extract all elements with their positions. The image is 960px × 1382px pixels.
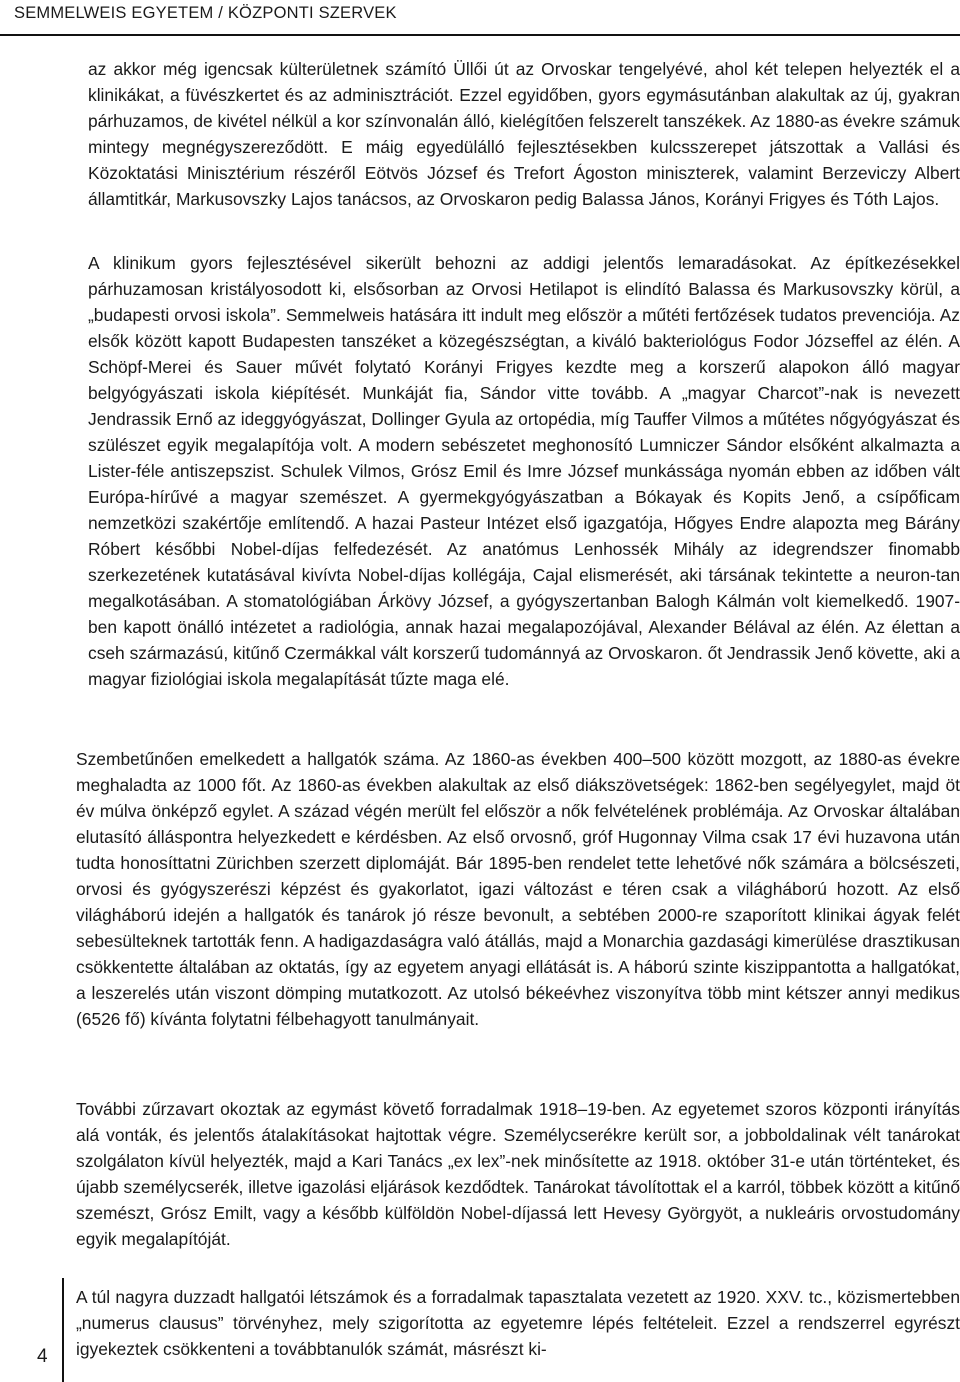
paragraph-klinikum: A klinikum gyors fejlesztésével sikerült behozni az addigi jelentős lemaradásokat. Az építkezésekkel párhuzamosan kristályosodott ki, elsősorban az Orvosi Hetilapot is elindító Balassa és Markusovszky körül, a „budapesti orvosi iskola”. Semmelweis hatására itt indult meg először a műtéti fertőzések tudatos prevenciója. Az elsők között kapott Budapesten tanszéket a közegészségtan, a kiváló bakteriológus Fodor Józseffel az élén. A Schöpf-Merei és Sauer művét folytató Korányi Frigyes kezdte meg a korszerű alapokon álló magyar belgyógyászati iskola kiépítését. Munkáját fia, Sándor vitte tovább. A „magyar Charcot”-nak is nevezett Jendrassik Ernő az ideggyógyászat, Dollinger Gyula az ortopédia, míg Tauffer Vilmos a műtétes nőgyógyászat és szülészet egyik megalapítója volt. A modern sebészetet meghonosító Lumniczer Sándor elsőként alkalmazta a Lister-féle antiszepszist. Schulek Vilmos, Grósz Emil és Imre József munkássága nyomán ebben az időben vált Európa-hírűvé a magyar szemészet. A gyermekgyógyászatban a Bókayak és Kopits Jenő, a csípőficam nemzetközi szakértője említendő. A hazai Pasteur Intézet első igazgatója, Hőgyes Endre alapozta meg Bárány Róbert későbbi Nobel-díjas felfedezését. Az anatómus Lenhossék Mihály az idegrendszer finomabb szerkezetének kutatásával kivívta Nobel-díjas kollégája, Cajal elismerését, aki társának tekintette a neuron-tan megalkotásában. A stomatológiában Árkövy József, a gyógyszertanban Balogh Kálmán volt kiemelkedő. 1907-ben kapott önálló intézetet a radiológia, annak hazai megalapozójával, Alexander Bélával az élén. Az élettan a cseh származású, kitűnő Czermákkal vált korszerű tudománnyá az Orvoskaron. őt Jendrassik Jenő követte, aki a magyar fiziológiai iskola megalapítását tűzte maga elé.	[88, 253, 960, 689]
paragraph-hallgatok: Szembetűnően emelkedett a hallgatók száma. Az 1860-as években 400–500 között mozgott, az 1880-as évekre meghaladta az 1000 főt. Az 1860-as években alakultak az első diákszövetségek: 1862-ben segélyegylet, majd öt év múlva önképző egylet. A század végén merült fel először a nők felvételének problémája. Az Orvoskar általában elutasító álláspontra helyezkedett e kérdésben. Az első orvosnő, gróf Hugonnay Vilma csak 17 évi huzavona után tudta honosíttatni Zürichben szerzett diplomáját. Bár 1895-ben rendelet tette lehetővé nők számára a bölcsészeti, orvosi és gyógyszerészi képzést és gyakorlatot, igazi változást e téren csak a világháború hozott. Az első világháború idején a hallgatók és tanárok jó része bevonult, a sebtében 2000-re szaporított klinikai ágyak felét sebesülteknek tartották fenn. A hadigazdaságra való átállás, majd a Monarchia gazdasági kimerülése drasztikusan csökkentette általában az oktatás, így az egyetem anyagi ellátását is. A háború szinte kiszippantotta a hallgatókat, a leszerelés után viszont dömping mutatkozott. Az utolsó békeévhez viszonyítva több mint kétszer annyi medikus (6526 fő) kívánta folytatni félbehagyott tanulmányait.	[76, 749, 960, 1029]
paragraph-klinikak: az akkor még igencsak külterületnek számító Üllői út az Orvoskar tengelyévé, ahol két telepen helyezték el a klinikákat, a füvészkertet és az adminisztrációt. Ezzel egyidőben, gyors egymásutánban alakultak az új, gyakran párhuzamos, de kivétel nélkül a kor színvonalán álló, kielégítően felszerelt tanszékek. Az 1880-as évekre számuk mintegy megnégyszereződött. E máig egyedülálló fejlesztésekben kulcsszerepet játszottak a Vallási és Közoktatási Minisztérium részéről Eötvös József és Trefort Ágoston miniszterek, valamint Berzeviczy Albert államtitkár, Markusovszky Lajos tanácsos, az Orvoskaron pedig Balassa János, Korányi Frigyes és Tóth Lajos.	[88, 59, 960, 209]
paragraph-forradalmak: További zűrzavart okoztak az egymást követő forradalmak 1918–19-ben. Az egyetemet szoros központi irányítás alá vonták, és jelentős átalakításokat hajtottak végre. Személycserékre került sor, a jobboldalinak vélt tanárokat szolgálaton kívül helyezték, majd a Kari Tanács „ex lex”-nek minősítette az 1918. október 31-e után történteket, és újabb személycserék, illetve igazolási eljárások kezdődtek. Tanárokat távolítottak el a karról, többek között a kitűnő szemészt, Grósz Emilt, vagy a később külföldön Nobel-díjassá lett Hevesy Györgyöt, a nukleáris orvostudomány egyik megalapítóját.	[76, 1099, 960, 1249]
running-header: SEMMELWEIS EGYETEM / KÖZPONTI SZERVEK	[14, 4, 397, 22]
footer-rule	[62, 1278, 64, 1382]
header-rule	[0, 34, 960, 36]
page-number: 4	[37, 1346, 48, 1367]
paragraph-numerus-clausus: A túl nagyra duzzadt hallgatói létszámok és a forradalmak tapasztalata vezetett az 1920. XXV. tc., közismertebben „numerus clausus” törvényhez, mely szigorította az egyetemre lépés feltételeit. Ezzel a rendszerrel egyrészt igyekeztek csökkenteni a továbbtanulók számát, másrészt ki-	[76, 1287, 960, 1359]
